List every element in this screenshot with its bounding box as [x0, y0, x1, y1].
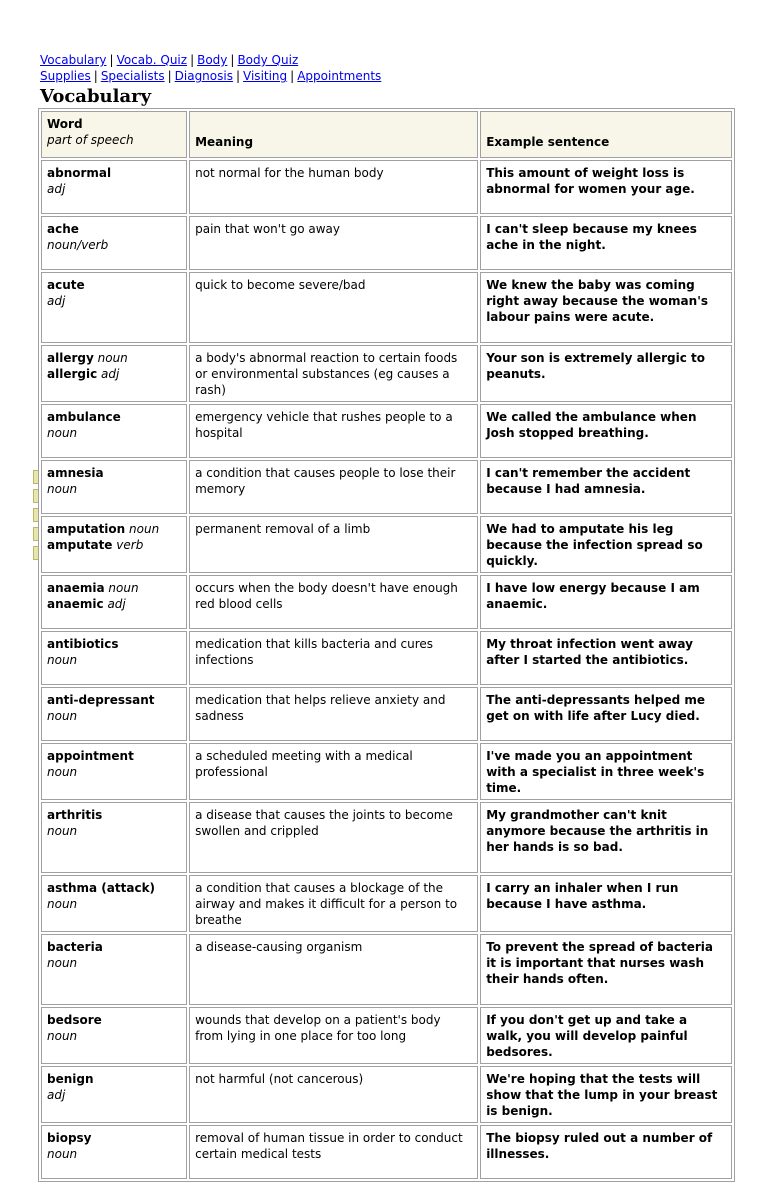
- word-line: [47, 537, 181, 553]
- word-line: [47, 366, 181, 382]
- example-cell: My throat infection went away after I started the antibiotics.: [480, 631, 732, 685]
- example-cell: If you don't get up and take a walk, you will develop painful bedsores.: [480, 1007, 732, 1064]
- word-part-of-speech: noun: [47, 897, 78, 911]
- meaning-cell: a condition that causes people to lose their memory: [189, 460, 478, 514]
- word-line: [47, 1012, 181, 1028]
- header-meaning-label: Meaning: [195, 135, 254, 149]
- word-line: [47, 1130, 181, 1146]
- word-part-of-speech: adj: [47, 294, 66, 308]
- table-row: [41, 875, 732, 932]
- table-header-row: [41, 111, 732, 158]
- word-term: abnormal: [47, 166, 112, 180]
- example-cell: My grandmother can't knit anymore because the arthritis in her hands is so bad.: [480, 802, 732, 873]
- table-row: [41, 934, 732, 1005]
- nav-separator: |: [230, 53, 235, 67]
- meaning-cell: a condition that causes a blockage of the airway and makes it difficult for a person to breathe: [189, 875, 478, 932]
- nav-link-body[interactable]: Body: [197, 53, 228, 67]
- nav-links: [40, 52, 381, 84]
- nav-separator: |: [290, 69, 295, 83]
- word-line: [47, 748, 181, 764]
- word-part-of-speech: adj: [47, 182, 66, 196]
- word-part-of-speech: noun: [47, 765, 78, 779]
- nav-link-diagnosis[interactable]: Diagnosis: [174, 69, 233, 83]
- word-term: anaemia: [47, 581, 105, 595]
- word-line: [47, 939, 181, 955]
- table-row: [41, 272, 732, 343]
- word-term: amnesia: [47, 466, 104, 480]
- word-cell: [41, 1007, 187, 1064]
- vocabulary-table-body: [41, 111, 732, 1179]
- word-line: [47, 165, 181, 181]
- table-row: [41, 1007, 732, 1064]
- word-part-of-speech: noun: [129, 522, 160, 536]
- nav-link-vocab-quiz[interactable]: Vocab. Quiz: [116, 53, 188, 67]
- word-line: [47, 880, 181, 896]
- nav-separator: |: [190, 53, 195, 67]
- word-part-of-speech: noun: [47, 709, 78, 723]
- word-line: [47, 1071, 181, 1087]
- word-part-of-speech: adj: [47, 1088, 66, 1102]
- word-part-of-speech: noun: [47, 956, 78, 970]
- header-example-label: Example sentence: [486, 135, 610, 149]
- meaning-cell: medication that kills bacteria and cures infections: [189, 631, 478, 685]
- vocabulary-table: [38, 108, 735, 1182]
- meaning-cell: permanent removal of a limb: [189, 516, 478, 573]
- word-term-variant: allergic: [47, 367, 98, 381]
- meaning-cell: occurs when the body doesn't have enough red blood cells: [189, 575, 478, 629]
- word-part-of-speech: noun: [47, 426, 78, 440]
- word-cell: [41, 575, 187, 629]
- word-term: biopsy: [47, 1131, 92, 1145]
- word-line: [47, 221, 181, 237]
- meaning-cell: a body's abnormal reaction to certain foods or environmental substances (eg causes a rash): [189, 345, 478, 402]
- word-term: bacteria: [47, 940, 103, 954]
- word-term: amputation: [47, 522, 126, 536]
- table-row: [41, 743, 732, 800]
- meaning-cell: a disease that causes the joints to become swollen and crippled: [189, 802, 478, 873]
- word-term: ache: [47, 222, 79, 236]
- word-term: asthma (attack): [47, 881, 156, 895]
- header-word: [41, 111, 187, 158]
- word-line: [47, 277, 181, 293]
- word-part-of-speech: noun: [47, 824, 78, 838]
- table-row: [41, 160, 732, 214]
- word-line: [47, 596, 181, 612]
- word-cell: [41, 160, 187, 214]
- meaning-cell: a scheduled meeting with a medical professional: [189, 743, 478, 800]
- word-term: anti-depressant: [47, 693, 155, 707]
- meaning-cell: medication that helps relieve anxiety and sadness: [189, 687, 478, 741]
- word-cell: [41, 460, 187, 514]
- word-part-of-speech: noun: [47, 482, 78, 496]
- word-line: [47, 409, 181, 425]
- word-line: [47, 636, 181, 652]
- word-term: allergy: [47, 351, 94, 365]
- nav-link-body-quiz[interactable]: Body Quiz: [237, 53, 299, 67]
- example-cell: To prevent the spread of bacteria it is important that nurses wash their hands often.: [480, 934, 732, 1005]
- word-cell: [41, 687, 187, 741]
- nav-row-1: [40, 52, 381, 68]
- example-cell: We called the ambulance when Josh stopped breathing.: [480, 404, 732, 458]
- table-row: [41, 802, 732, 873]
- word-term: acute: [47, 278, 85, 292]
- word-line: [47, 465, 181, 481]
- word-part-of-speech: noun: [47, 653, 78, 667]
- nav-link-specialists[interactable]: Specialists: [100, 69, 165, 83]
- table-row: [41, 575, 732, 629]
- example-cell: I can't remember the accident because I had amnesia.: [480, 460, 732, 514]
- meaning-cell: emergency vehicle that rushes people to a hospital: [189, 404, 478, 458]
- nav-row-2: [40, 68, 381, 84]
- word-term: bedsore: [47, 1013, 102, 1027]
- nav-separator: |: [93, 69, 98, 83]
- table-row: [41, 404, 732, 458]
- example-cell: I have low energy because I am anaemic.: [480, 575, 732, 629]
- word-part-of-speech: noun: [108, 581, 139, 595]
- word-line: [47, 350, 181, 366]
- word-line: [47, 807, 181, 823]
- nav-link-appointments[interactable]: Appointments: [297, 69, 382, 83]
- word-term-variant: amputate: [47, 538, 113, 552]
- page-title: Vocabulary: [40, 86, 152, 107]
- example-cell: I carry an inhaler when I run because I have asthma.: [480, 875, 732, 932]
- word-variant-part-of-speech: adj: [107, 597, 126, 611]
- word-line: [47, 521, 181, 537]
- word-cell: [41, 1125, 187, 1179]
- word-cell: [41, 875, 187, 932]
- word-term: appointment: [47, 749, 134, 763]
- word-line: [47, 580, 181, 596]
- word-term: ambulance: [47, 410, 121, 424]
- example-cell: Your son is extremely allergic to peanuts.: [480, 345, 732, 402]
- example-cell: The anti-depressants helped me get on with life after Lucy died.: [480, 687, 732, 741]
- header-example: [480, 111, 732, 158]
- word-term: antibiotics: [47, 637, 119, 651]
- header-meaning: [189, 111, 478, 158]
- meaning-cell: quick to become severe/bad: [189, 272, 478, 343]
- word-term: benign: [47, 1072, 94, 1086]
- nav-separator: |: [167, 69, 172, 83]
- word-part-of-speech: noun: [47, 1029, 78, 1043]
- example-cell: We knew the baby was coming right away because the woman's labour pains were acute.: [480, 272, 732, 343]
- word-term: arthritis: [47, 808, 103, 822]
- nav-separator: |: [235, 69, 241, 83]
- table-row: [41, 216, 732, 270]
- word-term-variant: anaemic: [47, 597, 104, 611]
- word-line: [47, 692, 181, 708]
- word-part-of-speech: noun: [97, 351, 128, 365]
- word-cell: [41, 802, 187, 873]
- word-cell: [41, 216, 187, 270]
- nav-link-visiting[interactable]: Visiting: [243, 69, 288, 83]
- nav-link-vocabulary[interactable]: Vocabulary: [40, 53, 107, 67]
- example-cell: We had to amputate his leg because the infection spread so quickly.: [480, 516, 732, 573]
- table-row: [41, 631, 732, 685]
- word-cell: [41, 516, 187, 573]
- example-cell: This amount of weight loss is abnormal for women your age.: [480, 160, 732, 214]
- table-row: [41, 1125, 732, 1179]
- word-cell: [41, 934, 187, 1005]
- meaning-cell: a disease-causing organism: [189, 934, 478, 1005]
- meaning-cell: wounds that develop on a patient's body from lying in one place for too long: [189, 1007, 478, 1064]
- table-row: [41, 687, 732, 741]
- word-cell: [41, 272, 187, 343]
- example-cell: The biopsy ruled out a number of illnesses.: [480, 1125, 732, 1179]
- meaning-cell: not harmful (not cancerous): [189, 1066, 478, 1123]
- word-cell: [41, 1066, 187, 1123]
- meaning-cell: pain that won't go away: [189, 216, 478, 270]
- example-cell: I can't sleep because my knees ache in the night.: [480, 216, 732, 270]
- nav-link-supplies[interactable]: Supplies: [40, 69, 91, 83]
- word-cell: [41, 631, 187, 685]
- meaning-cell: not normal for the human body: [189, 160, 478, 214]
- word-part-of-speech: noun: [47, 1147, 78, 1161]
- word-variant-part-of-speech: verb: [116, 538, 144, 552]
- table-row: [41, 516, 732, 573]
- header-word-label: Word: [47, 117, 83, 131]
- table-row: [41, 345, 732, 402]
- table-row: [41, 460, 732, 514]
- meaning-cell: removal of human tissue in order to conduct certain medical tests: [189, 1125, 478, 1179]
- word-cell: [41, 404, 187, 458]
- table-row: [41, 1066, 732, 1123]
- word-cell: [41, 743, 187, 800]
- word-cell: [41, 345, 187, 402]
- example-cell: I've made you an appointment with a specialist in three week's time.: [480, 743, 732, 800]
- word-variant-part-of-speech: adj: [101, 367, 120, 381]
- header-part-of-speech: part of speech: [47, 133, 134, 147]
- example-cell: We're hoping that the tests will show that the lump in your breast is benign.: [480, 1066, 732, 1123]
- word-part-of-speech: noun/verb: [47, 238, 109, 252]
- nav-separator: |: [109, 53, 114, 67]
